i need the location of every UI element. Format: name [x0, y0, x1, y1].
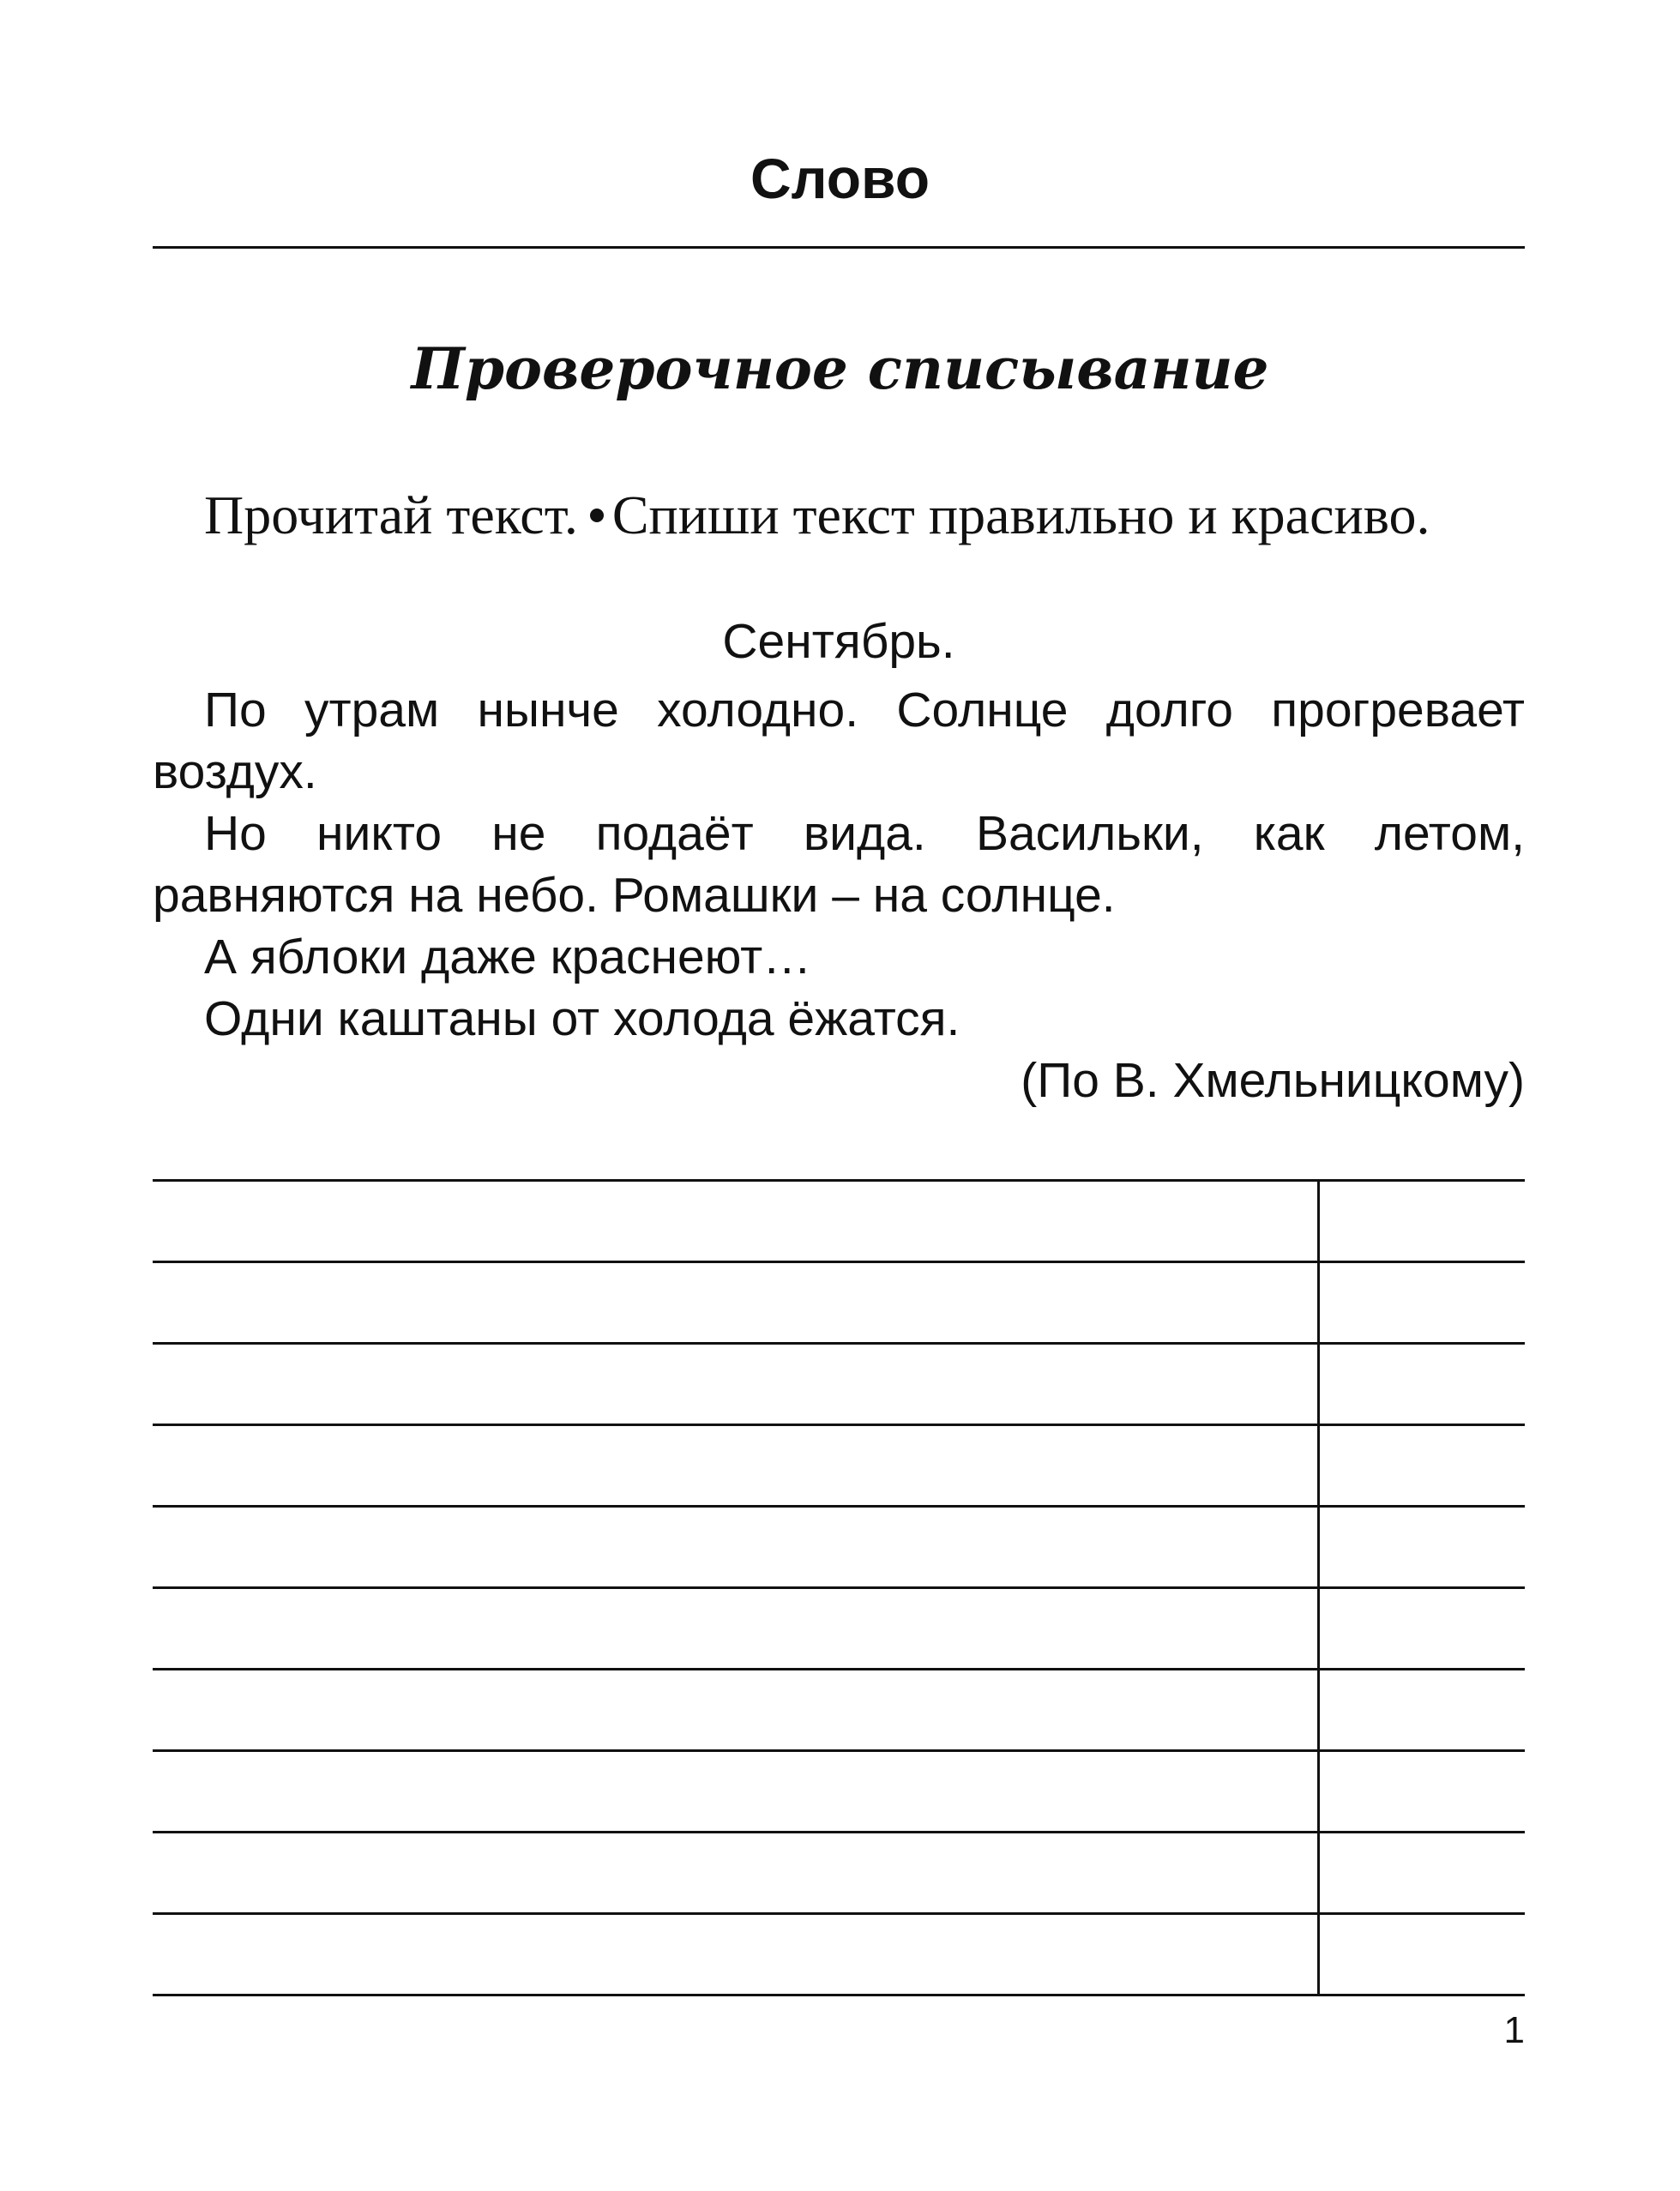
- text-paragraph: Одни каштаны от холода ёжатся.: [204, 991, 960, 1046]
- text-paragraph: Но никто не подаёт вида. Васильки, как летом, равняются на небо. Ромашки – на солнце.: [153, 806, 1525, 923]
- title-rule: [153, 246, 1525, 249]
- text-paragraph: А яблоки даже краснеют…: [204, 930, 812, 984]
- exercise-subtitle: Проверочное списывание: [411, 335, 1269, 402]
- page-number: 1: [1503, 2009, 1525, 2051]
- margin-line: [1317, 1179, 1320, 1994]
- reading-text: [153, 611, 1525, 1111]
- instruction-part-read: Прочитай текст.: [204, 485, 578, 545]
- text-paragraph: По утрам нынче холодно. Солнце долго прогревает воздух.: [153, 683, 1525, 799]
- bullet-icon: [590, 509, 604, 522]
- instruction-part-copy: Спиши текст правильно и красиво.: [611, 485, 1430, 545]
- writing-line: [153, 1994, 1525, 1996]
- instruction: [153, 485, 1525, 546]
- text-title: Сентябрь.: [722, 614, 955, 669]
- text-author: (По В. Хмельницкому): [1021, 1053, 1525, 1108]
- section-title: Слово: [750, 147, 930, 210]
